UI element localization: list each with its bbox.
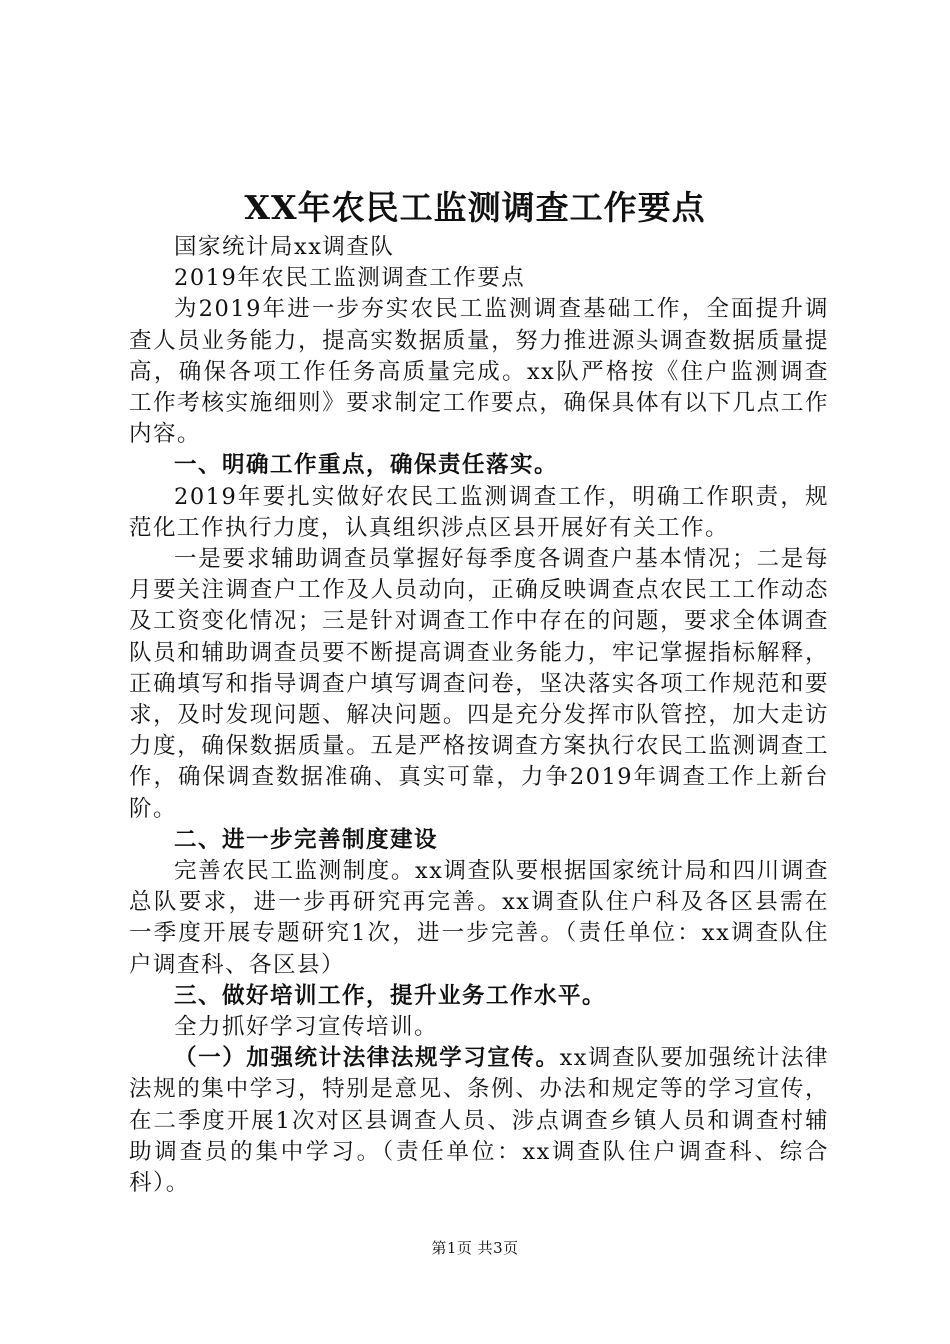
section-heading-2: 二、进一步完善制度建设 — [174, 826, 439, 853]
document-title: XX年农民工监测调查工作要点 — [244, 188, 706, 227]
subsection-lead: （一）加强统计法律法规学习宣传。 — [174, 1045, 560, 1072]
paragraph-subtitle: 2019年农民工监测调查工作要点 — [174, 265, 526, 292]
section-heading-3: 三、做好培训工作，提升业务工作水平。 — [174, 982, 607, 1009]
paragraph-section3-intro: 全力抓好学习宣传培训。 — [174, 1014, 439, 1041]
paragraph-issuer: 国家统计局xx调查队 — [174, 234, 395, 260]
paragraph-subsection-1 — [129, 1043, 829, 1199]
paragraph-section1-summary: 2019年要扎实做好农民工监测调查工作，明确工作职责，规范化工作执行力度，认真组织涉点区县开展好有关工作。 — [129, 483, 829, 541]
paragraph-section1-details: 一是要求辅助调查员掌握好每季度各调查户基本情况；二是每月要关注调查户工作及人员动向，正确反映调查点农民工工作动态及工资变化情况；三是针对调查工作中存在的问题，要求全体调查队员和辅助调查员要不断提高调查业务能力，牢记掌握指标解释，正确填写和指导调查户填写调查问卷，坚决落实各项工作规范和要求，及时发现问题、解决问题。四是充分发挥市队管控，加大走访力度，确保数据质量。五是严格按调查方案执行农民工监测调查工作，确保调查数据准确、真实可靠，力争2019年调查工作上新台阶。 — [129, 546, 829, 822]
page-footer: 第1页 共3页 — [431, 1239, 519, 1257]
paragraph-intro: 为2019年进一步夯实农民工监测调查基础工作，全面提升调查人员业务能力，提高实数据质量，努力推进源头调查数据质量提高，确保各项工作任务高质量完成。xx队严格按《住户监测调查工作考核实施细则》要求制定工作要点，确保具体有以下几点工作内容。 — [129, 296, 829, 448]
document-body — [129, 232, 829, 1199]
paragraph-section2: 完善农民工监测制度。xx调查队要根据国家统计局和四川调查总队要求，进一步再研究再完善。xx调查队住户科及各区县需在一季度开展专题研究1次，进一步完善。（责任单位：xx调查队住户调查科、各区县） — [129, 858, 829, 978]
subsection-text: xx调查队要加强统计法律法规的集中学习，特别是意见、条例、办法和规定等的学习宣传，在二季度开展1次对区县调查人员、涉点调查乡镇人员和调查村辅助调查员的集中学习。（责任单位：xx调查队住户调查科、综合科）。 — [129, 1045, 829, 1197]
section-heading-1: 一、明确工作重点，确保责任落实。 — [174, 452, 559, 479]
